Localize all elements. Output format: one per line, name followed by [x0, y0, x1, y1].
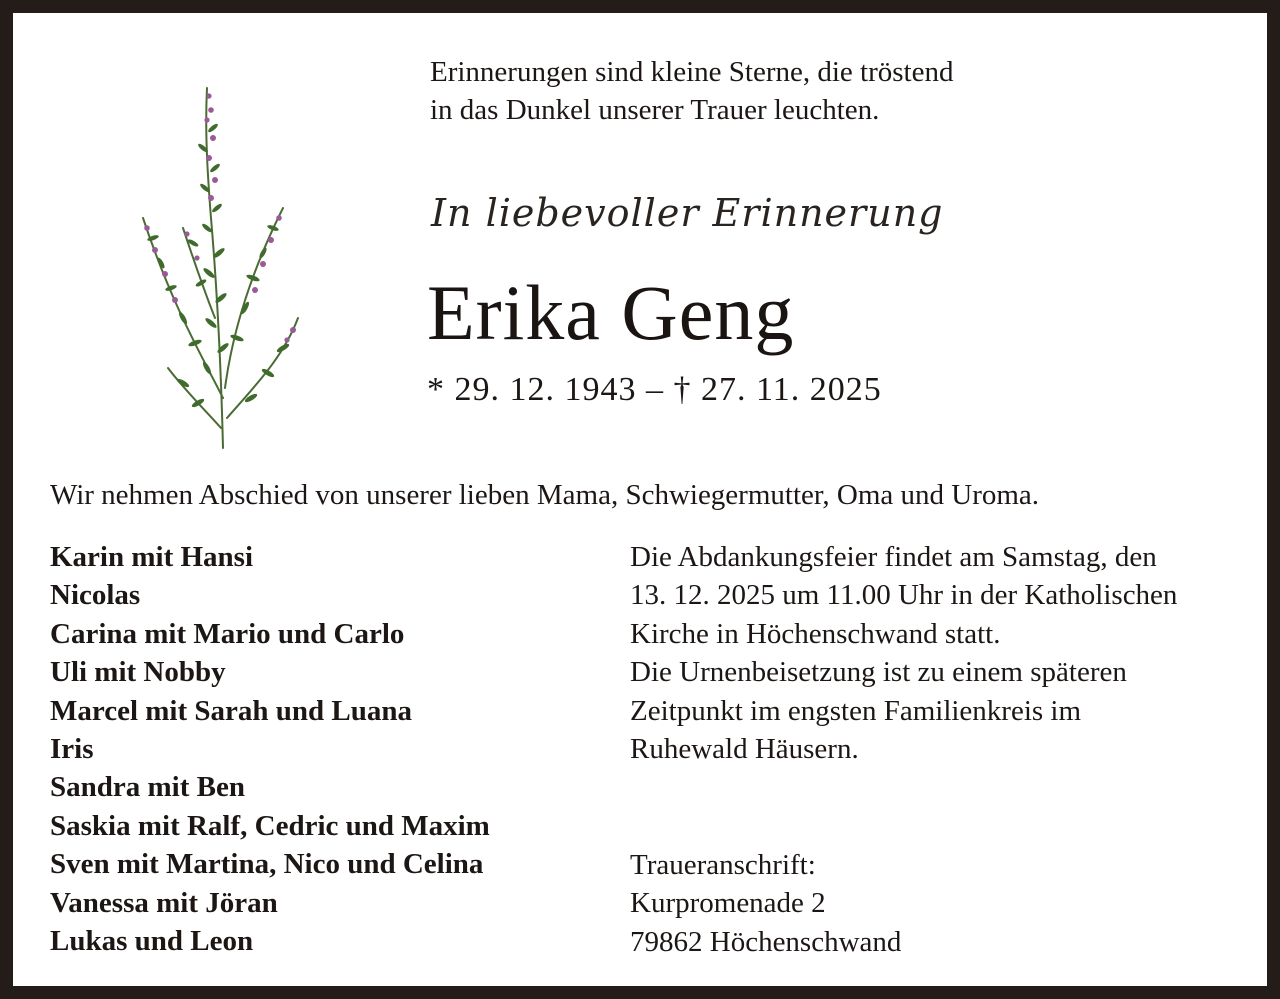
service-line: Kirche in Höchenschwand statt.	[630, 617, 1001, 650]
farewell-intro: Wir nehmen Abschied von unserer lieben Mama, Schwiegermutter, Oma und Uroma.	[50, 479, 1040, 511]
mourner-entry: Vanessa mit Jöran	[50, 886, 278, 919]
mourner-entry: Iris	[50, 733, 94, 766]
heather-sprig-icon	[123, 68, 333, 458]
mourner-entry: Sandra mit Ben	[50, 771, 245, 804]
service-line: Ruhewald Häusern.	[630, 733, 859, 766]
quote-line: in das Dunkel unserer Trauer leuchten.	[430, 94, 880, 126]
address-city: 79862 Höchenschwand	[630, 925, 902, 958]
service-line: Die Abdankungsfeier findet am Samstag, den	[630, 541, 1157, 573]
mourner-entry: Karin mit Hansi	[50, 541, 254, 573]
mourning-address	[630, 846, 901, 961]
mourner-entry: Uli mit Nobby	[50, 656, 226, 689]
service-line: Zeitpunkt im engsten Familienkreis im	[630, 694, 1082, 727]
mourner-entry: Carina mit Mario und Carlo	[50, 617, 405, 650]
quote-line: Erinnerungen sind kleine Sterne, die tröstend	[430, 56, 954, 88]
service-line: 13. 12. 2025 um 11.00 Uhr in der Katholischen	[630, 579, 1178, 612]
service-info	[630, 538, 1177, 768]
mourner-entry: Lukas und Leon	[50, 925, 254, 958]
deceased-name: Erika Geng	[427, 269, 795, 356]
memorial-quote	[430, 53, 953, 129]
service-line: Die Urnenbeisetzung ist zu einem späteren	[630, 656, 1127, 689]
mourner-entry: Sven mit Martina, Nico und Celina	[50, 848, 484, 881]
mourners-list	[50, 538, 490, 960]
mourner-entry: Nicolas	[50, 579, 141, 612]
mourner-entry: Marcel mit Sarah und Luana	[50, 694, 413, 727]
life-dates: * 29. 12. 1943 – † 27. 11. 2025	[427, 371, 882, 408]
mourner-entry: Saskia mit Ralf, Cedric und Maxim	[50, 809, 490, 842]
address-street: Kurpromenade 2	[630, 887, 826, 920]
address-label: Traueranschrift:	[630, 849, 816, 881]
script-heading: In liebevoller Erinnerung	[431, 191, 944, 235]
